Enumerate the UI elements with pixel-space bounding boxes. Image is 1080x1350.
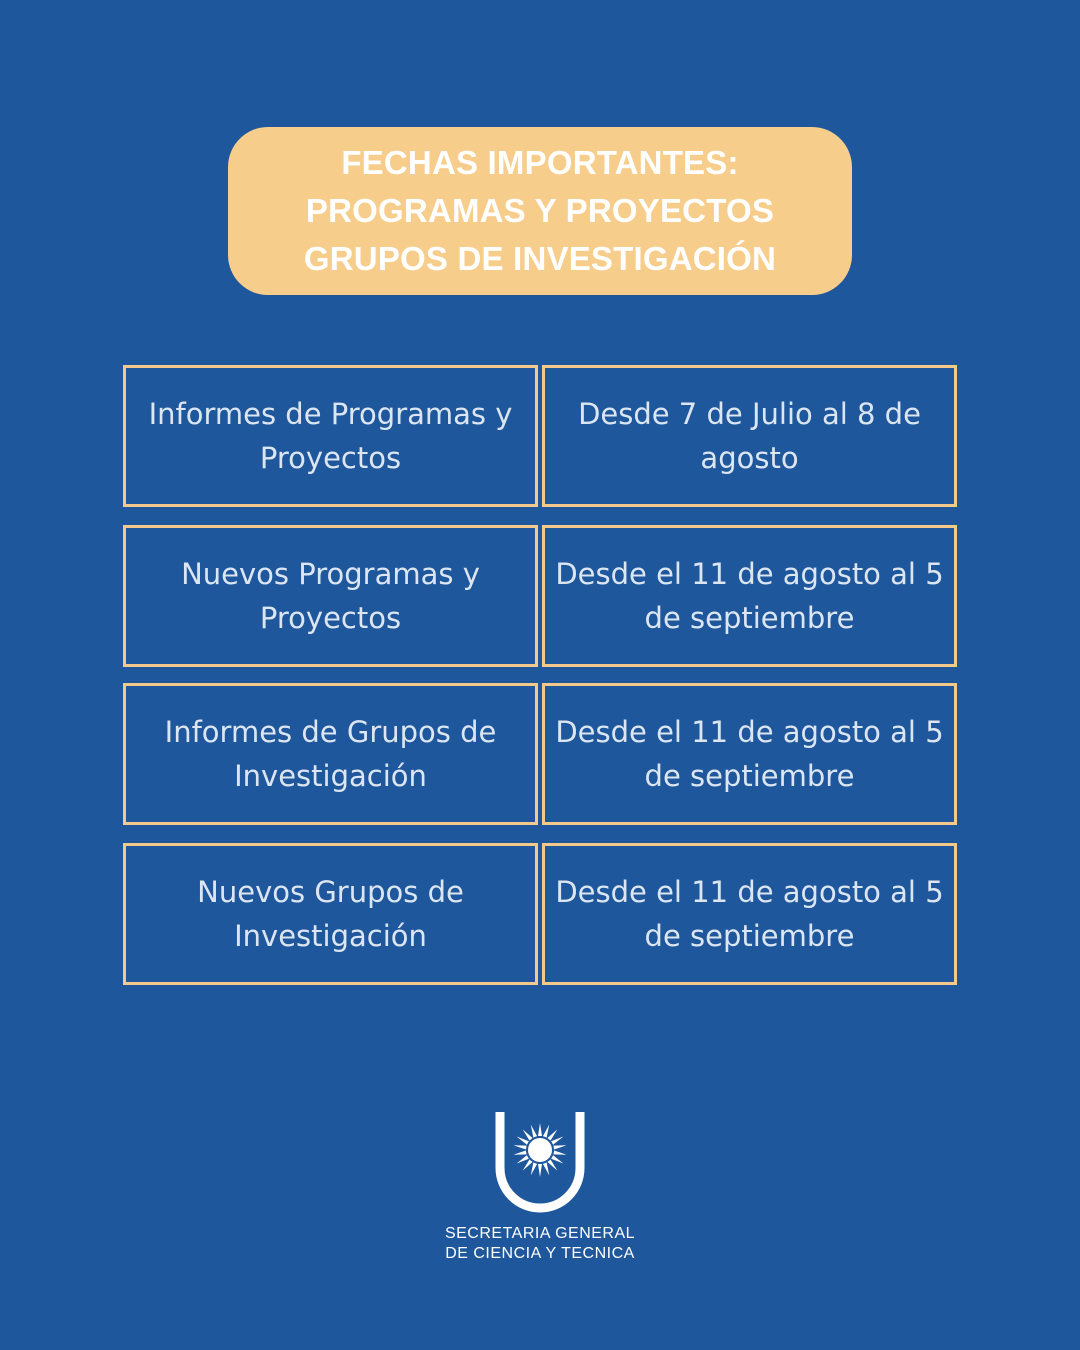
row-dates: Desde 7 de Julio al 8 de agosto: [542, 365, 957, 507]
table-row: [123, 843, 957, 985]
row-label: Informes de Grupos de Investigación: [123, 683, 538, 825]
table-row: [123, 525, 957, 667]
table-row: [123, 365, 957, 507]
organization-name: [380, 1224, 700, 1264]
row-label: Informes de Programas y Proyectos: [123, 365, 538, 507]
table-row: [123, 683, 957, 825]
title-line-2: PROGRAMAS Y PROYECTOS: [305, 192, 775, 229]
title-line-1: FECHAS IMPORTANTES:: [341, 144, 739, 181]
row-dates: Desde el 11 de agosto al 5 de septiembre: [542, 525, 957, 667]
org-line-1: SECRETARIA GENERAL: [444, 1225, 636, 1242]
title-banner: [228, 127, 852, 295]
title-line-3: GRUPOS DE INVESTIGACIÓN: [303, 240, 777, 277]
row-dates: Desde el 11 de agosto al 5 de septiembre: [542, 843, 957, 985]
row-label: Nuevos Grupos de Investigación: [123, 843, 538, 985]
row-dates: Desde el 11 de agosto al 5 de septiembre: [542, 683, 957, 825]
org-line-2: DE CIENCIA Y TECNICA: [445, 1245, 635, 1262]
university-sun-logo-icon: [490, 1108, 590, 1214]
row-label: Nuevos Programas y Proyectos: [123, 525, 538, 667]
